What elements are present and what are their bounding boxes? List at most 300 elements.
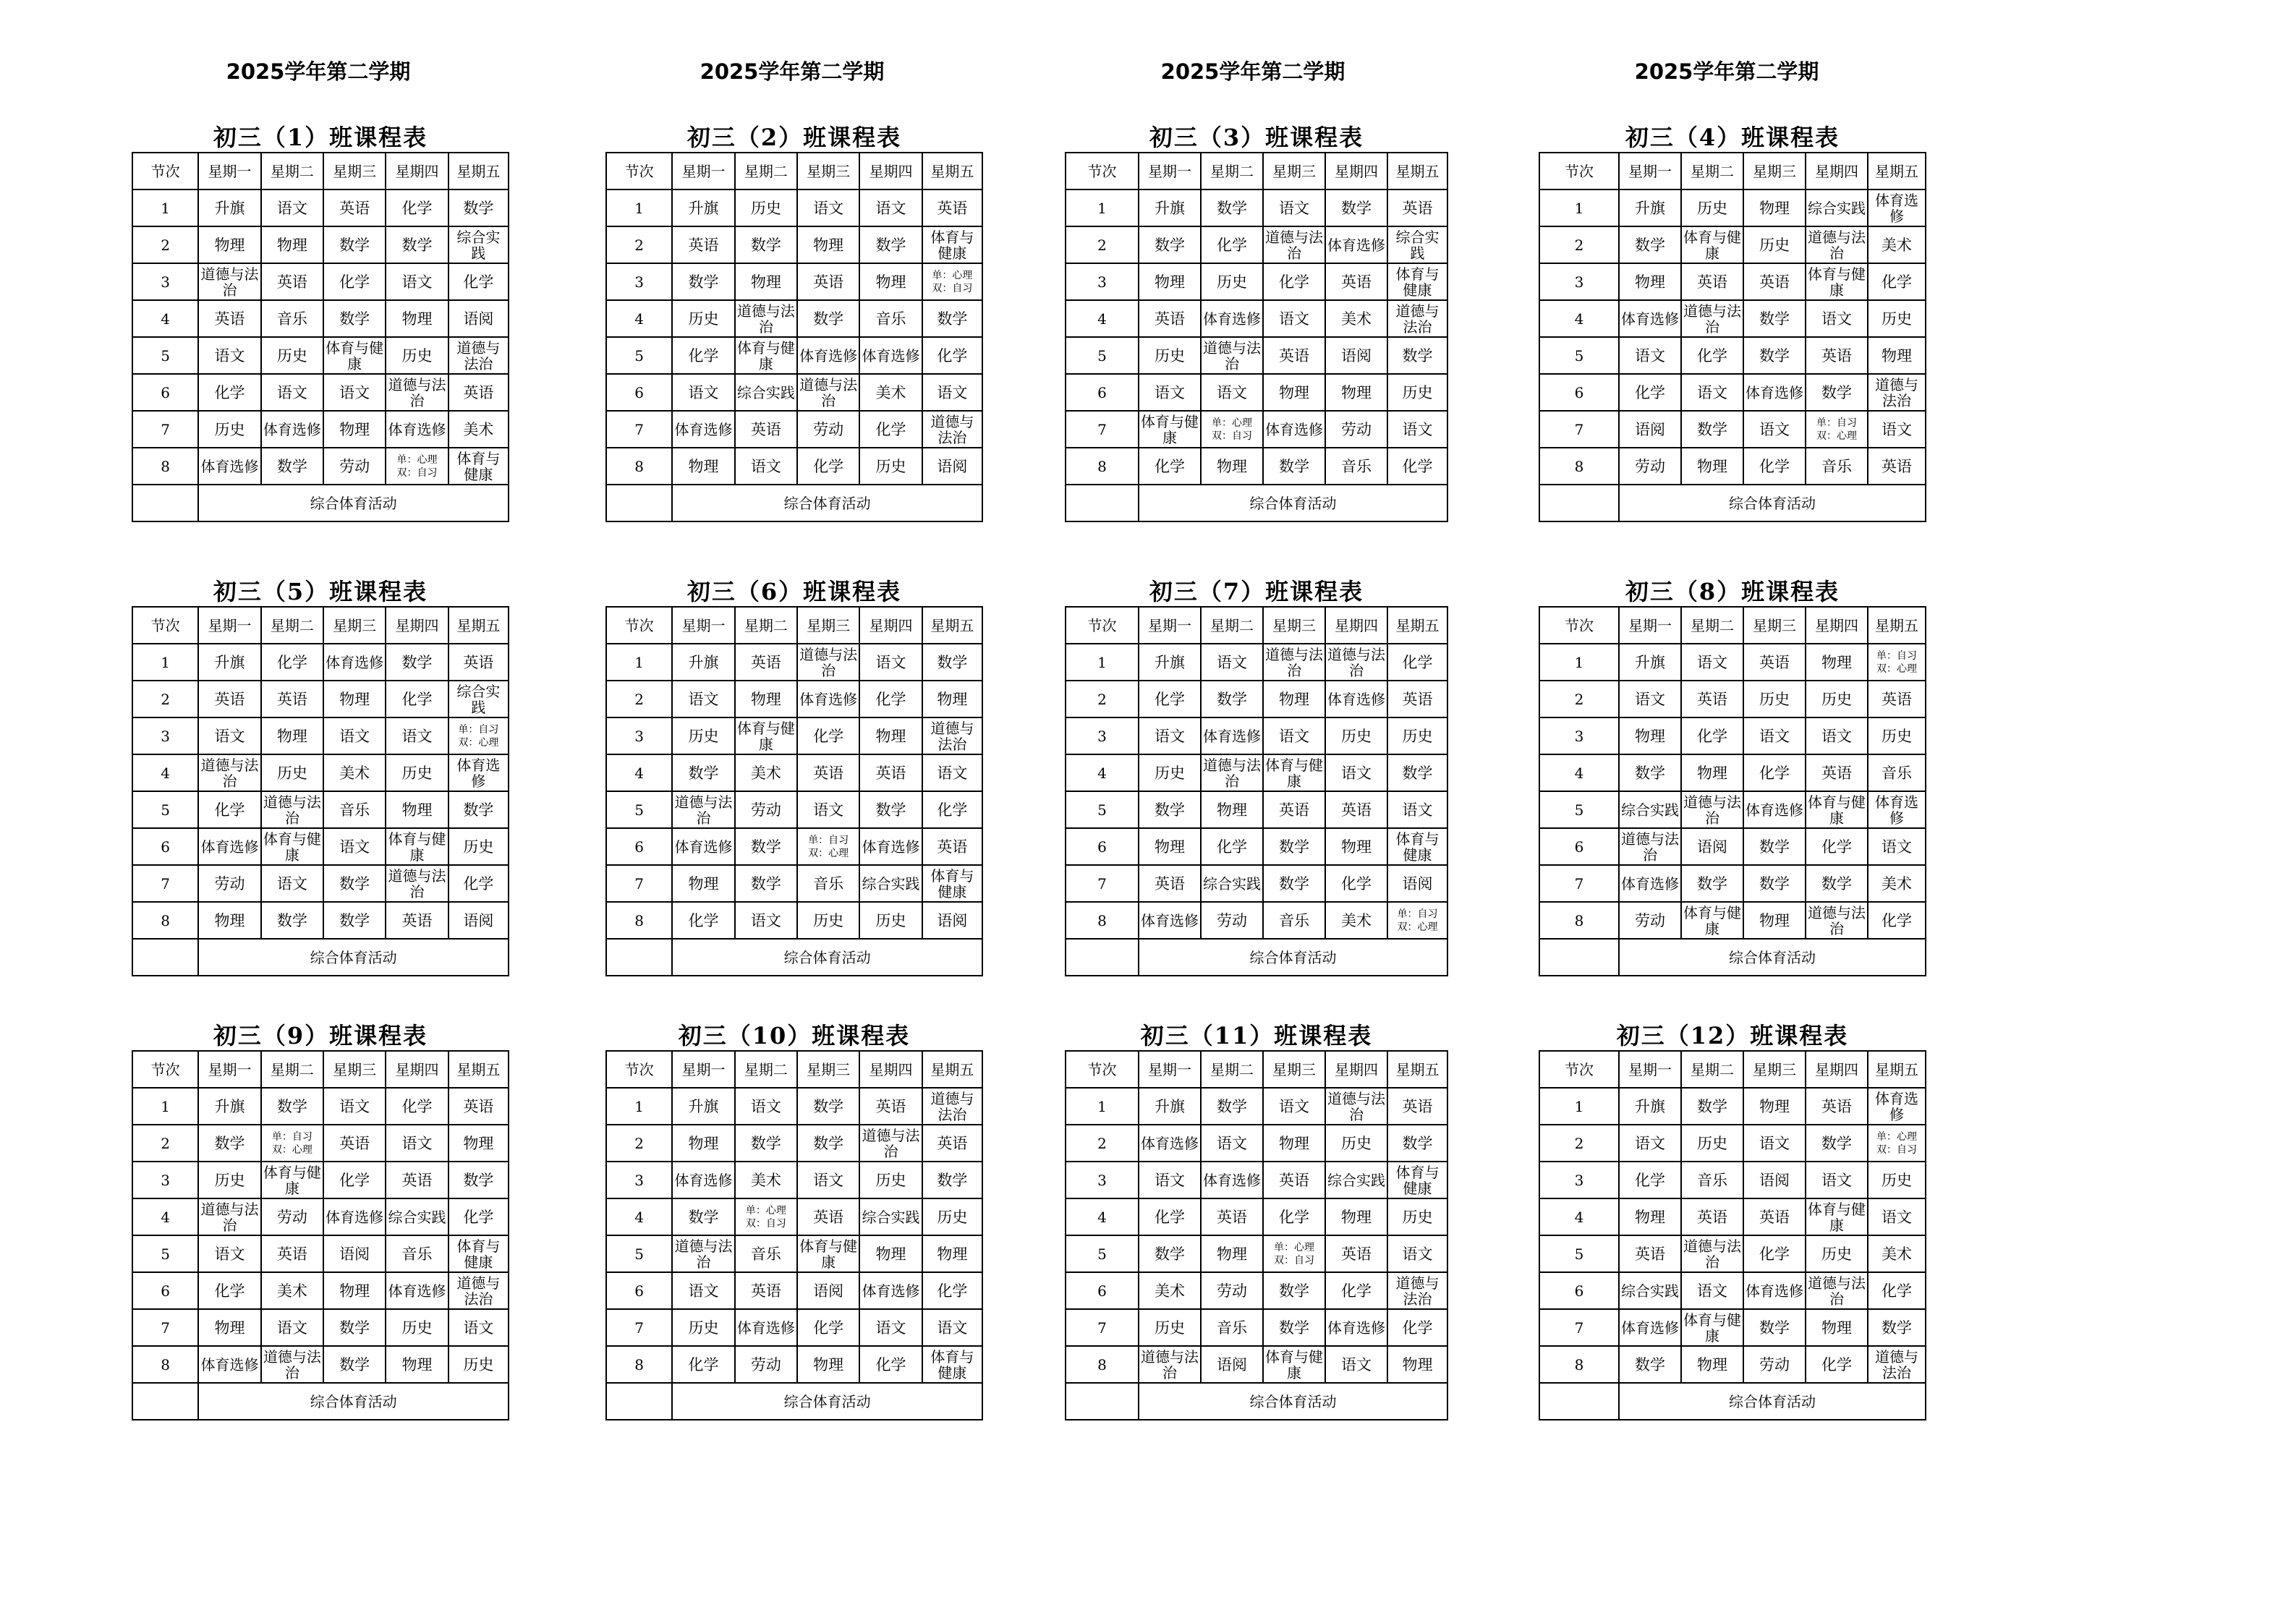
subject-cell: 升旗	[1619, 644, 1681, 681]
subject-cell: 数学	[1619, 226, 1681, 263]
period-number: 2	[606, 681, 672, 717]
subject-cell: 历史	[1387, 717, 1447, 754]
activity-cell: 综合体育活动	[672, 939, 982, 976]
subject-cell: 升旗	[198, 1088, 260, 1125]
subject-cell: 美术	[1868, 865, 1926, 902]
subject-cell: 英语	[261, 681, 323, 717]
subject-cell: 物理	[859, 263, 922, 300]
subject-cell: 化学	[386, 1088, 448, 1125]
subject-cell: 美术	[1868, 226, 1926, 263]
subject-cell: 化学	[1868, 263, 1926, 300]
subject-cell: 单：自习双：心理	[261, 1125, 323, 1162]
subject-cell: 道德与法治	[797, 644, 859, 681]
subject-cell: 数学	[386, 226, 448, 263]
lesson-row	[1066, 411, 1447, 448]
subject-cell: 历史	[386, 337, 448, 374]
period-number: 2	[1539, 681, 1619, 717]
weekday-header: 星期二	[261, 153, 323, 189]
lesson-row	[1539, 865, 1926, 902]
subject-cell: 道德与法治	[1387, 1272, 1447, 1309]
header-row	[1066, 1051, 1447, 1088]
lesson-row	[1539, 300, 1926, 337]
activity-row	[1066, 485, 1447, 521]
subject-cell: 化学	[797, 717, 859, 754]
period-number: 2	[606, 1125, 672, 1162]
subject-cell: 历史	[1325, 1125, 1387, 1162]
class-title: 初三（6）班课程表	[686, 578, 902, 605]
subject-cell: 体育与健康	[1681, 226, 1743, 263]
subject-cell: 历史	[198, 411, 260, 448]
subject-cell: 物理	[859, 717, 922, 754]
class-timetable	[605, 152, 983, 522]
subject-cell: 体育选修	[672, 411, 734, 448]
lesson-row	[606, 865, 982, 902]
subject-cell: 升旗	[672, 189, 734, 226]
lesson-row	[1539, 1309, 1926, 1346]
period-number: 5	[1539, 1235, 1619, 1272]
class-title: 初三（7）班课程表	[1149, 578, 1364, 605]
subject-cell: 道德与法治	[1868, 1346, 1926, 1383]
subject-cell: 体育与健康	[1806, 791, 1868, 828]
period-number: 3	[606, 263, 672, 300]
subject-cell: 单：心理双：自习	[1263, 1235, 1325, 1272]
class-timetable	[1539, 1050, 1926, 1420]
subject-cell: 体育选修	[1325, 681, 1387, 717]
subject-cell: 历史	[797, 902, 859, 939]
weekday-header: 星期一	[1139, 153, 1201, 189]
subject-cell: 物理	[1263, 681, 1325, 717]
activity-row	[1539, 939, 1926, 976]
subject-cell: 体育与健康	[448, 1235, 509, 1272]
period-number: 4	[1539, 1198, 1619, 1235]
subject-cell: 体育与健康	[1806, 263, 1868, 300]
subject-cell: 数学	[1743, 828, 1806, 865]
subject-cell: 体育与健康	[1139, 411, 1201, 448]
weekday-header: 星期四	[859, 607, 922, 644]
period-number: 8	[1066, 902, 1139, 939]
subject-cell: 语文	[261, 189, 323, 226]
subject-cell: 化学	[386, 189, 448, 226]
subject-cell: 历史	[261, 754, 323, 791]
class-timetable	[1065, 1050, 1448, 1420]
period-number: 8	[1539, 448, 1619, 485]
weekday-header: 星期三	[323, 607, 386, 644]
subject-cell: 综合实践	[735, 374, 797, 411]
weekday-header: 星期五	[448, 153, 509, 189]
subject-cell: 语文	[1743, 411, 1806, 448]
subject-cell: 道德与法治	[1681, 791, 1743, 828]
subject-cell: 物理	[386, 300, 448, 337]
subject-cell: 化学	[448, 865, 509, 902]
subject-cell: 语文	[859, 189, 922, 226]
period-number: 5	[606, 337, 672, 374]
subject-cell: 化学	[1387, 644, 1447, 681]
subject-cell: 升旗	[1619, 1088, 1681, 1125]
subject-cell: 体育与健康	[1681, 1309, 1743, 1346]
subject-cell: 劳动	[1619, 448, 1681, 485]
subject-cell: 体育选修	[1619, 300, 1681, 337]
lesson-row	[606, 791, 982, 828]
subject-cell: 英语	[859, 754, 922, 791]
subject-cell: 化学	[1681, 717, 1743, 754]
subject-cell: 化学	[859, 1346, 922, 1383]
subject-cell: 体育选修	[1201, 300, 1263, 337]
subject-cell: 语文	[1806, 1162, 1868, 1198]
subject-cell: 单：自习双：心理	[797, 828, 859, 865]
activity-row	[1066, 939, 1447, 976]
weekday-header: 星期二	[1201, 1051, 1263, 1088]
subject-cell: 英语	[1806, 337, 1868, 374]
lesson-row	[606, 1272, 982, 1309]
activity-cell: 综合体育活动	[672, 1383, 982, 1420]
period-number: 3	[606, 1162, 672, 1198]
lesson-row	[606, 337, 982, 374]
period-number: 8	[132, 448, 198, 485]
lesson-row	[1066, 226, 1447, 263]
subject-cell: 英语	[386, 1162, 448, 1198]
period-header: 节次	[132, 153, 198, 189]
period-number: 7	[132, 411, 198, 448]
period-number: 1	[1539, 189, 1619, 226]
subject-cell: 体育选修	[1263, 411, 1325, 448]
weekday-header: 星期二	[1201, 153, 1263, 189]
subject-cell: 英语	[323, 1125, 386, 1162]
activity-cell: 综合体育活动	[1619, 939, 1926, 976]
activity-blank-cell	[1539, 1383, 1619, 1420]
subject-cell: 语文	[1387, 791, 1447, 828]
weekday-header: 星期二	[735, 607, 797, 644]
weekday-header: 星期三	[323, 1051, 386, 1088]
period-number: 3	[1539, 717, 1619, 754]
subject-cell: 化学	[448, 1198, 509, 1235]
subject-cell: 道德与法治	[261, 1346, 323, 1383]
weekday-header: 星期一	[1139, 1051, 1201, 1088]
period-header: 节次	[132, 607, 198, 644]
subject-cell: 数学	[1263, 865, 1325, 902]
subject-cell: 道德与法治	[1806, 226, 1868, 263]
subject-cell: 化学	[1201, 828, 1263, 865]
activity-blank-cell	[1066, 1383, 1139, 1420]
activity-row	[606, 1383, 982, 1420]
period-number: 4	[1066, 1198, 1139, 1235]
subject-cell: 语文	[1619, 681, 1681, 717]
subject-cell: 道德与法治	[1201, 337, 1263, 374]
subject-cell: 化学	[386, 681, 448, 717]
weekday-header: 星期四	[859, 153, 922, 189]
subject-cell: 历史	[1868, 717, 1926, 754]
activity-row	[606, 939, 982, 976]
subject-cell: 语文	[198, 1235, 260, 1272]
subject-cell: 语文	[1868, 1198, 1926, 1235]
subject-cell: 数学	[1743, 1309, 1806, 1346]
lesson-row	[1066, 717, 1447, 754]
subject-cell: 历史	[1806, 681, 1868, 717]
subject-cell: 数学	[672, 754, 734, 791]
period-number: 1	[606, 1088, 672, 1125]
lesson-row	[132, 1088, 509, 1125]
activity-row	[1066, 1383, 1447, 1420]
lesson-row	[1066, 1346, 1447, 1383]
subject-cell: 英语	[1139, 300, 1201, 337]
activity-cell: 综合体育活动	[198, 939, 509, 976]
period-number: 4	[606, 300, 672, 337]
period-number: 7	[1066, 1309, 1139, 1346]
subject-cell: 体育选修	[323, 1198, 386, 1235]
subject-cell: 英语	[1806, 754, 1868, 791]
subject-cell: 物理	[386, 791, 448, 828]
subject-cell: 历史	[1325, 717, 1387, 754]
activity-blank-cell	[132, 485, 198, 521]
subject-cell: 体育选修	[198, 448, 260, 485]
subject-cell: 化学	[922, 337, 982, 374]
period-header: 节次	[132, 1051, 198, 1088]
subject-cell: 数学	[922, 1162, 982, 1198]
lesson-row	[1066, 1088, 1447, 1125]
subject-cell: 历史	[1387, 1198, 1447, 1235]
lesson-row	[132, 337, 509, 374]
subject-cell: 美术	[323, 754, 386, 791]
subject-cell: 英语	[1325, 791, 1387, 828]
subject-cell: 体育与健康	[448, 448, 509, 485]
subject-cell: 综合实践	[1387, 226, 1447, 263]
weekday-header: 星期五	[1868, 607, 1926, 644]
subject-cell: 英语	[1387, 1088, 1447, 1125]
subject-cell: 单：心理双：自习	[1201, 411, 1263, 448]
class-timetable	[132, 606, 509, 976]
subject-cell: 物理	[922, 681, 982, 717]
subject-cell: 物理	[1868, 337, 1926, 374]
subject-cell: 英语	[1387, 681, 1447, 717]
subject-cell: 语阅	[922, 448, 982, 485]
period-number: 7	[606, 1309, 672, 1346]
period-number: 3	[132, 717, 198, 754]
activity-cell: 综合体育活动	[672, 485, 982, 521]
subject-cell: 英语	[1619, 1235, 1681, 1272]
weekday-header: 星期一	[198, 153, 260, 189]
subject-cell: 英语	[1263, 337, 1325, 374]
subject-cell: 升旗	[672, 644, 734, 681]
lesson-row	[132, 374, 509, 411]
subject-cell: 英语	[1263, 791, 1325, 828]
subject-cell: 物理	[1681, 754, 1743, 791]
subject-cell: 体育与健康	[1263, 754, 1325, 791]
subject-cell: 物理	[797, 1346, 859, 1383]
subject-cell: 道德与法治	[1201, 754, 1263, 791]
subject-cell: 语文	[1201, 1125, 1263, 1162]
subject-cell: 历史	[859, 1162, 922, 1198]
subject-cell: 综合实践	[1806, 189, 1868, 226]
subject-cell: 化学	[1806, 828, 1868, 865]
subject-cell: 语文	[1139, 717, 1201, 754]
subject-cell: 体育选修	[1139, 902, 1201, 939]
subject-cell: 单：自习双：心理	[448, 717, 509, 754]
subject-cell: 物理	[1139, 263, 1201, 300]
subject-cell: 历史	[1868, 1162, 1926, 1198]
subject-cell: 英语	[922, 828, 982, 865]
lesson-row	[132, 681, 509, 717]
subject-cell: 体育选修	[448, 754, 509, 791]
subject-cell: 化学	[1201, 226, 1263, 263]
period-header: 节次	[1066, 607, 1139, 644]
period-number: 5	[1066, 791, 1139, 828]
subject-cell: 化学	[859, 411, 922, 448]
subject-cell: 数学	[1681, 411, 1743, 448]
period-number: 8	[606, 1346, 672, 1383]
subject-cell: 体育选修	[1201, 717, 1263, 754]
subject-cell: 语文	[323, 1088, 386, 1125]
subject-cell: 音乐	[1681, 1162, 1743, 1198]
period-header: 节次	[606, 153, 672, 189]
subject-cell: 数学	[1325, 189, 1387, 226]
subject-cell: 语文	[797, 791, 859, 828]
period-number: 5	[1539, 791, 1619, 828]
weekday-header: 星期一	[1139, 607, 1201, 644]
header-row	[132, 607, 509, 644]
lesson-row	[1066, 1198, 1447, 1235]
weekday-header: 星期三	[1743, 607, 1806, 644]
class-timetable	[1065, 152, 1448, 522]
weekday-header: 星期五	[448, 1051, 509, 1088]
subject-cell: 数学	[1139, 791, 1201, 828]
subject-cell: 语文	[1325, 754, 1387, 791]
subject-cell: 语文	[1806, 300, 1868, 337]
lesson-row	[606, 189, 982, 226]
lesson-row	[1539, 1346, 1926, 1383]
period-number: 1	[606, 189, 672, 226]
class-timetable	[605, 606, 983, 976]
lesson-row	[1539, 717, 1926, 754]
activity-blank-cell	[606, 1383, 672, 1420]
subject-cell: 道德与法治	[859, 1125, 922, 1162]
subject-cell: 语文	[735, 1088, 797, 1125]
activity-cell: 综合体育活动	[198, 1383, 509, 1420]
subject-cell: 道德与法治	[386, 374, 448, 411]
lesson-row	[132, 828, 509, 865]
subject-cell: 数学	[797, 1125, 859, 1162]
subject-cell: 道德与法治	[922, 1088, 982, 1125]
subject-cell: 升旗	[1139, 189, 1201, 226]
lesson-row	[606, 448, 982, 485]
period-number: 4	[132, 300, 198, 337]
subject-cell: 语文	[198, 717, 260, 754]
subject-cell: 物理	[1681, 1346, 1743, 1383]
period-number: 7	[1066, 865, 1139, 902]
subject-cell: 物理	[1743, 1088, 1806, 1125]
period-number: 1	[1539, 1088, 1619, 1125]
weekday-header: 星期四	[386, 153, 448, 189]
lesson-row	[606, 1088, 982, 1125]
period-number: 1	[1066, 644, 1139, 681]
subject-cell: 历史	[735, 189, 797, 226]
subject-cell: 体育选修	[386, 1272, 448, 1309]
subject-cell: 化学	[1139, 448, 1201, 485]
subject-cell: 化学	[198, 374, 260, 411]
subject-cell: 物理	[1619, 263, 1681, 300]
lesson-row	[606, 1198, 982, 1235]
subject-cell: 数学	[1263, 1272, 1325, 1309]
subject-cell: 体育选修	[797, 681, 859, 717]
subject-cell: 物理	[1201, 791, 1263, 828]
subject-cell: 历史	[1681, 189, 1743, 226]
activity-blank-cell	[1539, 485, 1619, 521]
subject-cell: 升旗	[1619, 189, 1681, 226]
subject-cell: 语文	[386, 263, 448, 300]
lesson-row	[1066, 681, 1447, 717]
subject-cell: 美术	[1868, 1235, 1926, 1272]
period-number: 3	[606, 717, 672, 754]
weekday-header: 星期三	[797, 1051, 859, 1088]
subject-cell: 体育选修	[859, 1272, 922, 1309]
subject-cell: 数学	[672, 1198, 734, 1235]
class-timetable	[132, 1050, 509, 1420]
subject-cell: 综合实践	[448, 681, 509, 717]
activity-blank-cell	[132, 939, 198, 976]
subject-cell: 单：自习双：心理	[1806, 411, 1868, 448]
subject-cell: 体育与健康	[261, 1162, 323, 1198]
class-title: 初三（11）班课程表	[1140, 1022, 1373, 1049]
lesson-row	[1066, 754, 1447, 791]
subject-cell: 劳动	[198, 865, 260, 902]
subject-cell: 历史	[386, 1309, 448, 1346]
subject-cell: 语文	[1619, 337, 1681, 374]
subject-cell: 英语	[797, 1198, 859, 1235]
subject-cell: 语文	[1868, 411, 1926, 448]
period-number: 2	[132, 226, 198, 263]
weekday-header: 星期三	[1743, 153, 1806, 189]
subject-cell: 语文	[859, 1309, 922, 1346]
weekday-header: 星期三	[1263, 607, 1325, 644]
subject-cell: 历史	[1139, 754, 1201, 791]
class-title: 初三（5）班课程表	[213, 578, 428, 605]
weekday-header: 星期二	[735, 1051, 797, 1088]
lesson-row	[1539, 1125, 1926, 1162]
subject-cell: 语文	[1743, 717, 1806, 754]
subject-cell: 历史	[672, 300, 734, 337]
subject-cell: 数学	[1806, 374, 1868, 411]
subject-cell: 英语	[1806, 1088, 1868, 1125]
subject-cell: 语文	[198, 337, 260, 374]
weekday-header: 星期五	[1387, 607, 1447, 644]
subject-cell: 语文	[1387, 411, 1447, 448]
subject-cell: 历史	[448, 1346, 509, 1383]
subject-cell: 道德与法治	[1139, 1346, 1201, 1383]
period-number: 4	[132, 754, 198, 791]
lesson-row	[132, 644, 509, 681]
weekday-header: 星期四	[1806, 607, 1868, 644]
subject-cell: 数学	[323, 902, 386, 939]
subject-cell: 数学	[922, 300, 982, 337]
subject-cell: 劳动	[261, 1198, 323, 1235]
subject-cell: 综合实践	[1619, 1272, 1681, 1309]
subject-cell: 体育选修	[859, 337, 922, 374]
subject-cell: 语文	[922, 1309, 982, 1346]
activity-row	[1539, 485, 1926, 521]
header-row	[606, 607, 982, 644]
period-number: 7	[1539, 865, 1619, 902]
subject-cell: 化学	[922, 1272, 982, 1309]
subject-cell: 语文	[922, 374, 982, 411]
period-number: 1	[132, 1088, 198, 1125]
lesson-row	[1066, 263, 1447, 300]
subject-cell: 化学	[1325, 865, 1387, 902]
class-title: 初三（12）班课程表	[1616, 1022, 1849, 1049]
activity-blank-cell	[132, 1383, 198, 1420]
lesson-row	[1539, 1272, 1926, 1309]
subject-cell: 英语	[323, 189, 386, 226]
subject-cell: 物理	[198, 226, 260, 263]
subject-cell: 历史	[1806, 1235, 1868, 1272]
subject-cell: 语文	[1325, 1346, 1387, 1383]
